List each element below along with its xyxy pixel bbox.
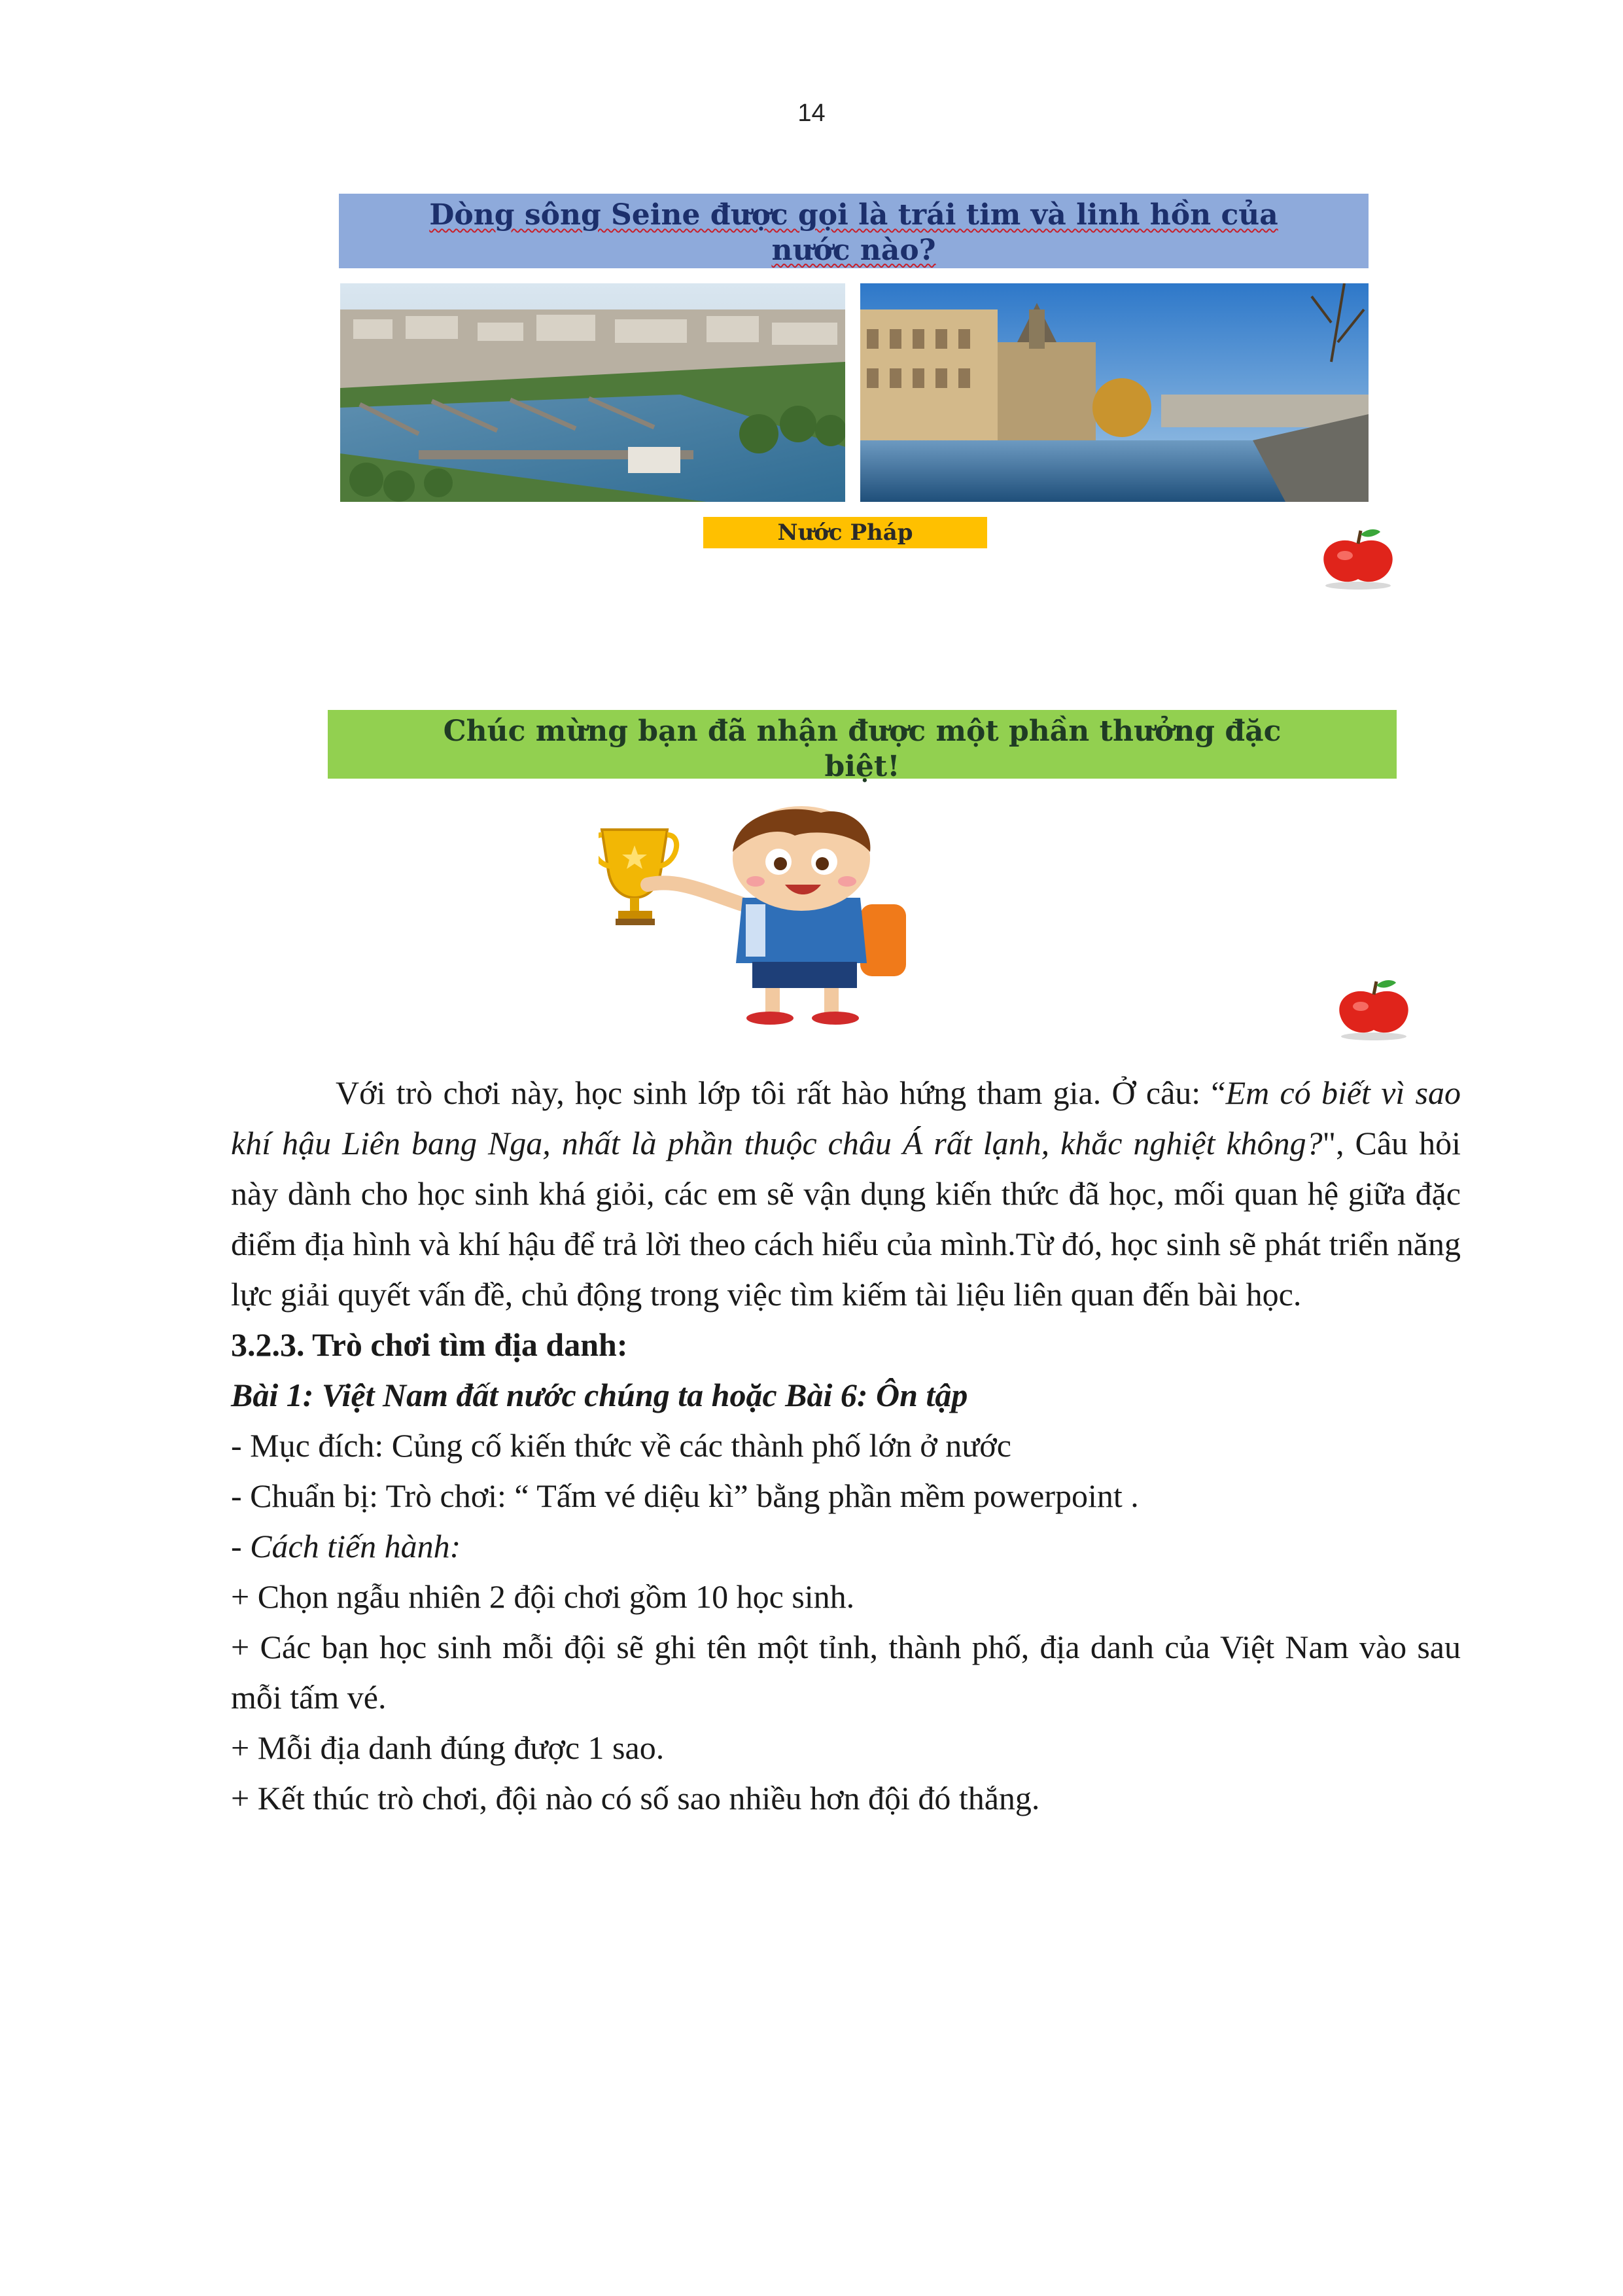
step-item: + Kết thúc trò chơi, đội nào có số sao nhiều hơn đội đó thắng. bbox=[231, 1780, 1040, 1816]
question-banner bbox=[339, 194, 1369, 268]
lesson-title: Bài 1: Việt Nam đất nước chúng ta hoặc Bài 6: Ôn tập bbox=[231, 1377, 968, 1413]
paragraph-rest: ", Câu hỏi này dành cho học sinh khá giỏi, các em sẽ vận dụng kiến thức đã học, mối quan hệ giữa đặc điểm địa hình và khí hậu để trả lời theo cách hiểu của mình.Từ đó, học sinh sẽ phát triển năng lực giải quyết vấn đề, chủ động trong việc tìm kiếm tài liệu liên quan đến bài học. bbox=[231, 1125, 1461, 1313]
seine-riverside-photo bbox=[860, 283, 1369, 502]
preparation-line: - Chuẩn bị: Trò chơi: “ Tấm vé diệu kì” bằng phần mềm powerpoint . bbox=[231, 1477, 1139, 1514]
intro-paragraph bbox=[231, 1068, 1461, 1320]
trophy-kid-illustration bbox=[599, 806, 1030, 1029]
paragraph-quote: Em có biết vì sao khí hậu Liên bang Nga, nhất là phần thuộc châu Á rất lạnh, khắc nghiệt không? bbox=[231, 1074, 1461, 1161]
paragraph-intro: Với trò chơi này, học sinh lớp tôi rất hào hứng tham gia. Ở câu: “ bbox=[336, 1074, 1226, 1111]
apple-icon[interactable] bbox=[1315, 525, 1401, 591]
purpose-line: - Mục đích: Củng cố kiến thức về các thành phố lớn ở nước bbox=[231, 1427, 1011, 1464]
congrats-line-1: Chúc mừng bạn đã nhận được một phần thưởng đặc bbox=[443, 715, 1282, 748]
answer-banner: Nước Pháp bbox=[703, 517, 987, 548]
congrats-line-2: biệt! bbox=[824, 749, 900, 783]
seine-aerial-photo bbox=[340, 283, 845, 502]
step-item: + Mỗi địa danh đúng được 1 sao. bbox=[231, 1729, 665, 1766]
step-item: + Các bạn học sinh mỗi đội sẽ ghi tên một tỉnh, thành phố, địa danh của Việt Nam vào sau mỗi tấm vé. bbox=[231, 1629, 1461, 1716]
step-item: + Chọn ngẫu nhiên 2 đội chơi gồm 10 học sinh. bbox=[231, 1578, 855, 1615]
apple-icon[interactable] bbox=[1331, 976, 1417, 1042]
question-line-1: Dòng sông Seine được gọi là trái tim và linh hồn của bbox=[429, 198, 1278, 232]
congrats-banner bbox=[328, 710, 1397, 783]
method-line: - Cách tiến hành: bbox=[231, 1528, 461, 1564]
body-text bbox=[231, 1068, 1461, 1824]
section-heading: 3.2.3. Trò chơi tìm địa danh: bbox=[231, 1326, 628, 1363]
page-number: 14 bbox=[797, 99, 826, 127]
question-line-2: nước nào? bbox=[771, 233, 936, 267]
